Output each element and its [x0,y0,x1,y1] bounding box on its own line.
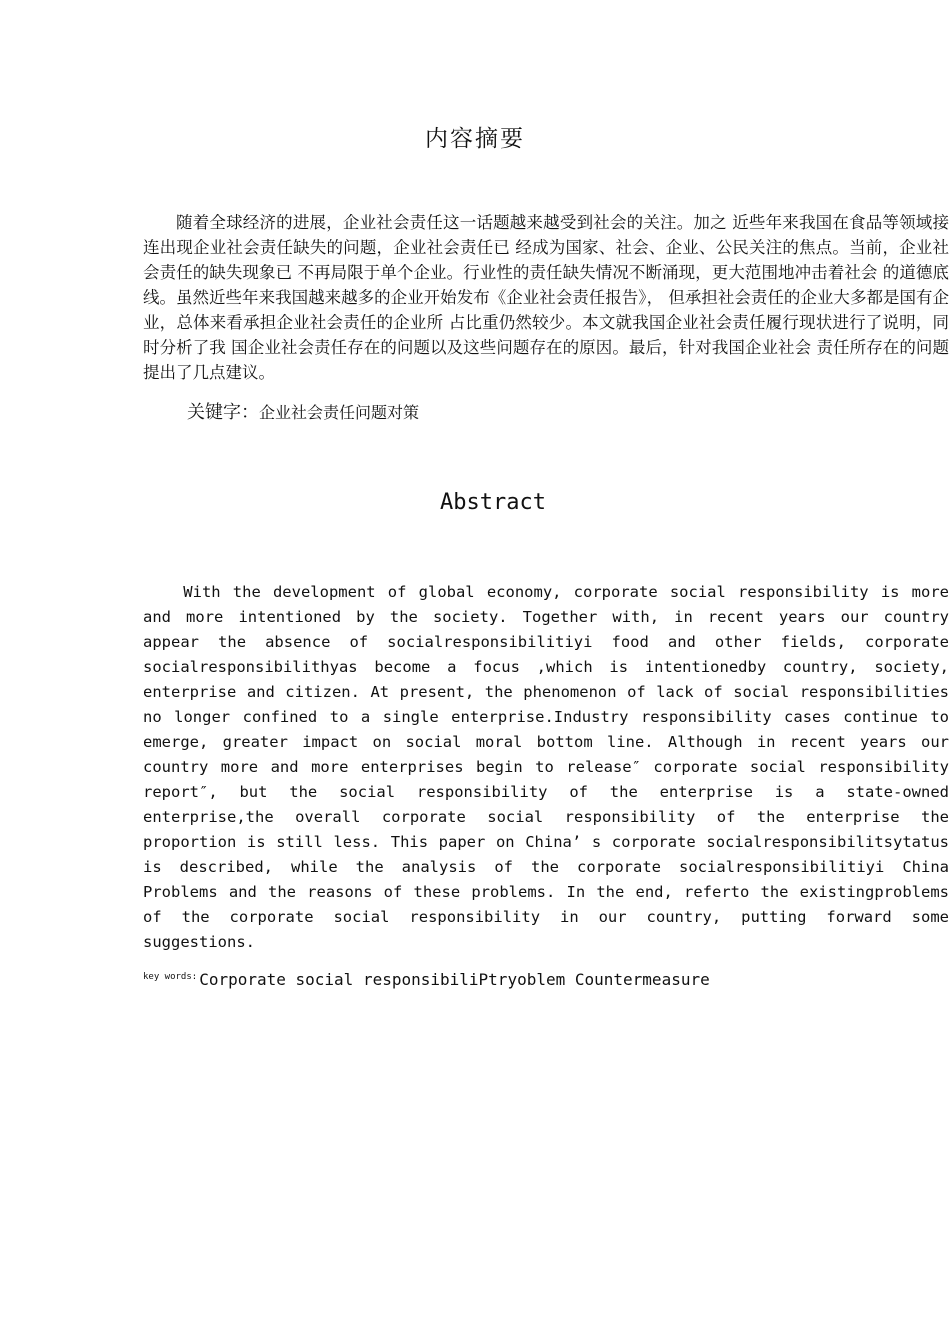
english-keywords [143,970,710,989]
english-keywords-value: Corporate social responsibiliPtryoblem Countermeasure [199,970,710,989]
chinese-keywords-value: 企业社会责任问题对策 [259,403,420,422]
english-keywords-label: key words: [143,971,198,982]
english-abstract-body: With the development of global economy, corporate social responsibility is more and more intentioned by the society. Together with, in recent years our country appear the absence of socialresponsibilitiyi food and other fields, corporate socialresponsibilithyas become a focus ,which is intentionedby country, society, enterprise and citizen. At present, the phenomenon of lack of social responsibilities no longer confined to a single enterprise.Industry responsibility cases continue to emerge, greater impact on social moral bottom line. Although in recent years our country more and more enterprises begin to release″ corporate social responsibility report″, but the social responsibility of the enterprise is a state-owned enterprise,the overall corporate social responsibility of the enterprise the proportion is still less. This paper on China’ s corporate socialresponsibilitsytatus is described, while the analysis of the corporate socialresponsibilitiyi China Problems and the reasons of these problems. In the end, referto the existingproblems of the corporate social responsibility in our country, putting forward some suggestions. [143,583,949,951]
chinese-keywords [187,398,419,424]
english-abstract-title: Abstract [440,490,546,515]
chinese-abstract-title: 内容摘要 [425,126,525,152]
chinese-abstract-body: 随着全球经济的进展，企业社会责任这一话题越来越受到社会的关注。加之 近些年来我国在食品等领域接连出现企业社会责任缺失的问题，企业社会责任已 经成为国家、社会、企业、公民关注的焦点。当前，企业社会责任的缺失现象已 不再局限于单个企业。行业性的责任缺失情况不断涌现，更大范围地冲击着社会 的道德底线。虽然近些年来我国越来越多的企业开始发布《企业社会责任报告》， 但承担社会责任的企业大多都是国有企业，总体来看承担企业社会责任的企业所 占比重仍然较少。本文就我国企业社会责任履行现状进行了说明，同时分析了我 国企业社会责任存在的问题以及这些问题存在的原因。最后，针对我国企业社会 责任所存在的问题提出了几点建议。 [143,213,949,382]
chinese-keywords-label: 关键字： [187,402,259,423]
